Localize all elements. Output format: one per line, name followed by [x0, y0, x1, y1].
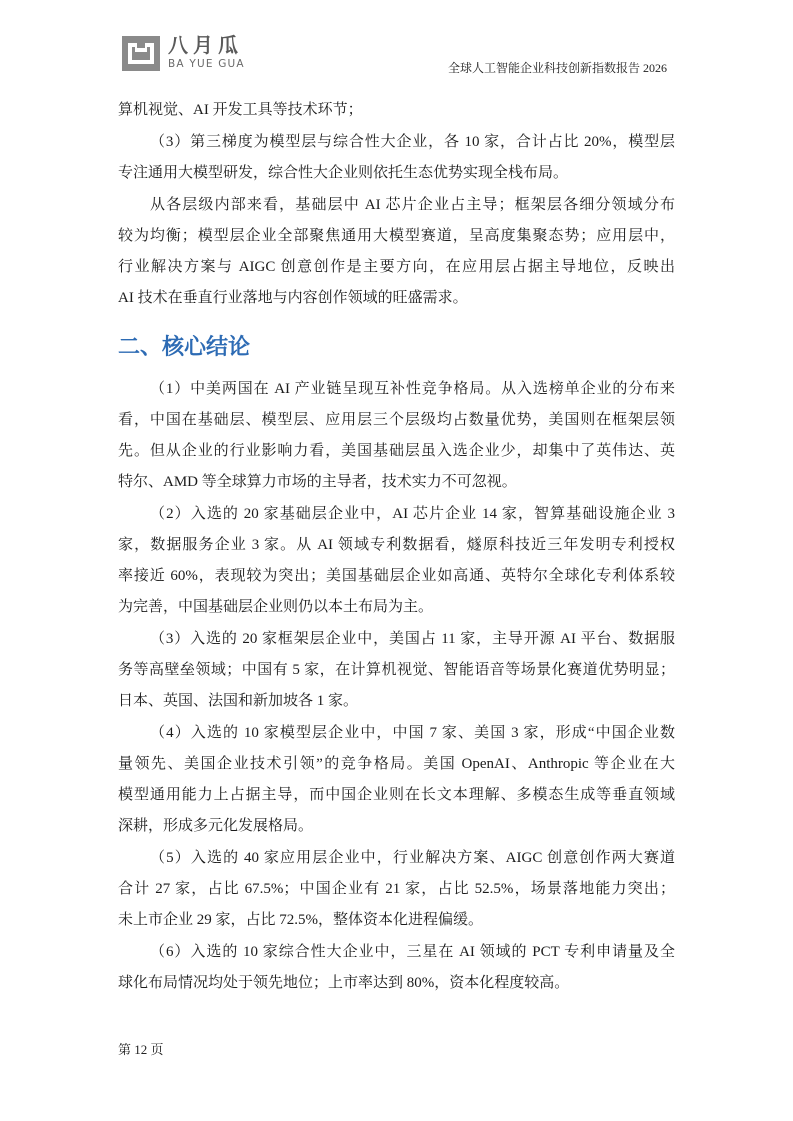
body-line: （6）入选的 10 家综合性大企业中，三星在 AI 领域的 PCT 专利申请量及全 — [150, 944, 675, 960]
conclusion-item-2 — [118, 499, 675, 623]
body-line: （5）入选的 40 家应用层企业中，行业解决方案、AIGC 创意创作两大赛道 — [150, 850, 675, 866]
paragraph-continuation — [118, 95, 675, 126]
page-number: 第 12 页 — [118, 1042, 164, 1057]
body-line: 量领先、美国企业技术引领”的竞争格局。美国 OpenAI、Anthropic 等企业在大 — [118, 756, 675, 772]
conclusion-item-1 — [118, 374, 675, 498]
body-line: 合计 27 家，占比 67.5%；中国企业有 21 家，占比 52.5%，场景落地能力突出； — [118, 881, 675, 897]
body-line: 算机视觉、AI 开发工具等技术环节； — [118, 102, 363, 118]
body-line: 未上市企业 29 家，占比 72.5%，整体资本化进程偏缓。 — [118, 912, 483, 928]
conclusion-item-6 — [118, 937, 675, 999]
body-line: 深耕，形成多元化发展格局。 — [118, 818, 314, 834]
body-line: （3）第三梯度为模型层与综合性大企业，各 10 家，合计占比 20%，模型层 — [150, 134, 675, 150]
conclusion-item-4 — [118, 718, 675, 842]
body-line: 特尔、AMD 等全球算力市场的主导者，技术实力不可忽视。 — [118, 474, 517, 490]
conclusion-item-3 — [118, 624, 675, 717]
body-line: 率接近 60%，表现较为突出；美国基础层企业如高通、英特尔全球化专利体系较 — [118, 568, 675, 584]
report-title: 全球人工智能企业科技创新指数报告 2026 — [447, 61, 667, 75]
body-line: 日本、英国、法国和新加坡各 1 家。 — [118, 693, 359, 709]
body-line: （4）入选的 10 家模型层企业中，中国 7 家、美国 3 家，形成“中国企业数 — [150, 725, 675, 741]
body-line: （3）入选的 20 家框架层企业中，美国占 11 家，主导开源 AI 平台、数据服 — [150, 631, 675, 647]
logo-wordmark-cn: 八月瓜 — [168, 33, 243, 57]
logo-wordmark-en: BA YUE GUA — [168, 58, 245, 70]
paragraph-tier-3 — [118, 127, 675, 189]
paragraph-layer-analysis — [118, 190, 675, 314]
body-line: 球化布局情况均处于领先地位；上市率达到 80%，资本化程度较高。 — [118, 975, 570, 991]
body-line: 专注通用大模型研发，综合性大企业则依托生态优势实现全栈布局。 — [118, 165, 569, 181]
body-line: 模型通用能力上占据主导，而中国企业则在长文本理解、多模态生成等垂直领域 — [118, 787, 675, 803]
body-line: 看，中国在基础层、模型层、应用层三个层级均占数量优势，美国则在框架层领 — [118, 412, 675, 428]
conclusion-item-5 — [118, 843, 675, 936]
body-line: 为完善，中国基础层企业则仍以本土布局为主。 — [118, 599, 434, 615]
logo-icon — [122, 36, 160, 71]
body-line: 家，数据服务企业 3 家。从 AI 领域专利数据看，燧原科技近三年发明专利授权 — [118, 537, 675, 553]
body-line: 行业解决方案与 AIGC 创意创作是主要方向，在应用层占据主导地位，反映出 — [118, 259, 675, 275]
body-line: 务等高壁垒领域；中国有 5 家，在计算机视觉、智能语音等场景化赛道优势明显； — [118, 662, 675, 678]
body-line: （1）中美两国在 AI 产业链呈现互补性竞争格局。从入选榜单企业的分布来 — [150, 381, 675, 397]
page-content — [118, 95, 675, 1000]
body-line: 从各层级内部来看，基础层中 AI 芯片企业占主导；框架层各细分领域分布 — [150, 197, 675, 213]
body-line: AI 技术在垂直行业落地与内容创作领域的旺盛需求。 — [118, 290, 468, 306]
body-line: 较为均衡；模型层企业全部聚焦通用大模型赛道，呈高度集聚态势；应用层中， — [118, 228, 675, 244]
body-line: （2）入选的 20 家基础层企业中，AI 芯片企业 14 家，智算基础设施企业 3 — [150, 506, 675, 522]
section-heading: 二、核心结论 — [118, 335, 251, 360]
body-line: 先。但从企业的行业影响力看，美国基础层虽入选企业少，却集中了英伟达、英 — [118, 443, 675, 459]
